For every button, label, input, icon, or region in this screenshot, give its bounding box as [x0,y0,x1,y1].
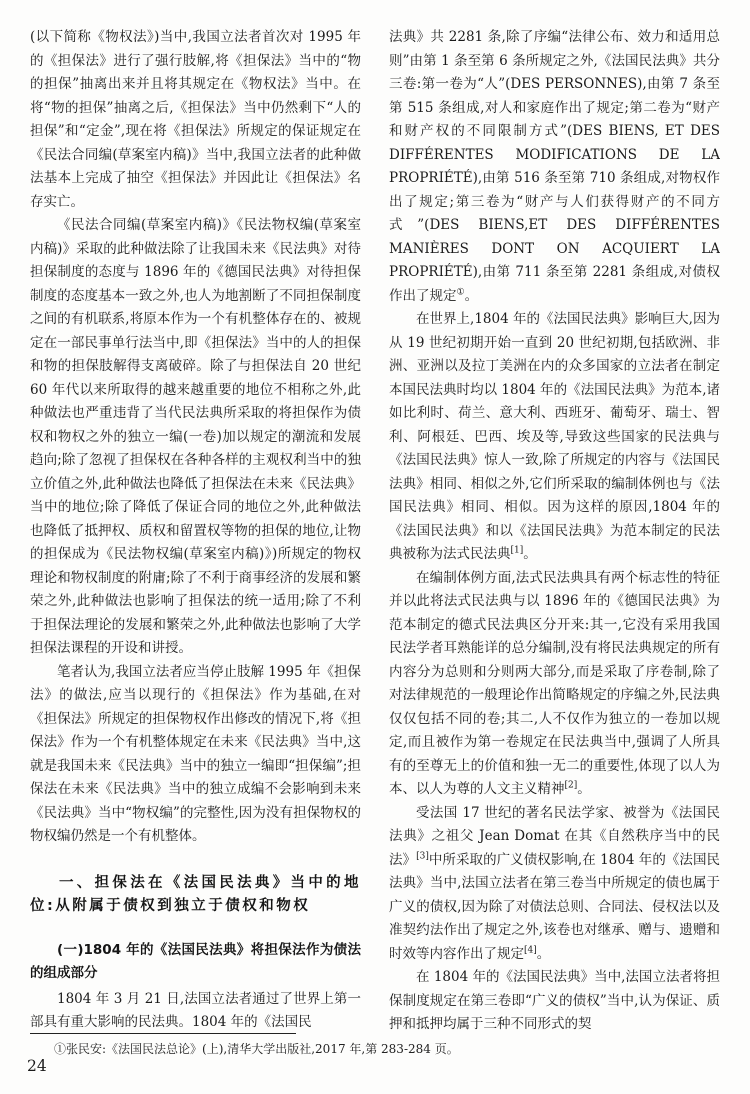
page-number: 24 [27,1057,47,1075]
right-column [389,26,720,1032]
text-columns [30,26,720,1032]
paragraph-8-text-a: 受法国 17 世纪的著名民法学家、被誉为《法国民法典》之祖父 Jean Domat 在其《自然秩序当中的民法》 [389,804,720,868]
footnote-area [30,1033,720,1057]
paragraph-1: (以下简称《物权法》)当中,我国立法者首次对 1995 年的《担保法》进行了强行肢解,将《担保法》当中的“物的担保”抽离出来并且将其规定在《物权法》当中。在将“物的担保”抽离之后,《担保法》当中仍然剩下“人的担保”和“定金”,现在将《担保法》所规定的保证规定在《民法合同编(草案室内稿)》当中,我国立法者的此种做法基本上完成了抽空《担保法》并因此让《担保法》名存实亡。 [30,29,361,210]
paragraph-6-text: 在世界上,1804 年的《法国民法典》影响巨大,因为从 19 世纪初期开始一直到 20 世纪初期,包括欧洲、非洲、亚洲以及拉丁美洲在内的众多国家的立法者在制定本国民法典时均以 1804 年的《法国民法典》为范本,诸如比利时、荷兰、意大利、西班牙、葡萄牙、瑞士、智利、阿根廷、巴西、埃及等,导致这些国家的民法典与《法国民法典》惊人一致,除了所规定的内容与《法国民法典》相同、相似之外,它们所采取的编制体例也与《法国民法典》相同、相似。因为这样的原因,1804 年的《法国民法典》和以《法国民法典》为范本制定的民法典被称为法式民法典 [389,311,720,562]
endnote-reference-4: [4] [524,945,537,955]
left-column [30,26,361,1032]
paragraph-2: 《民法合同编(草案室内稿)》《民法物权编(草案室内稿)》采取的此种做法除了让我国未来《民法典》对待担保制度的态度与 1896 年的《德国民法典》对待担保制度的态度基本一致之外,也人为地割断了不同担保制度之间的有机联系,将原本作为一个有机整体存在的、被规定在一部民事单行法当中,即《担保法》当中的人的担保和物的担保肢解得支离破碎。除了与担保法自 20 世纪 60 年代以来所取得的越来越重要的地位不相称之外,此种做法也严重违背了当代民法典所采取的将担保作为债权和物权之外的独立一编(一卷)加以规定的潮流和发展趋向;除了忽视了担保权在各种各样的主观权利当中的独立价值之外,此种做法也降低了担保法在未来《民法典》当中的地位;除了降低了保证合同的地位之外,此种做法也降低了抵押权、质权和留置权等物的担保的地位,让物的担保成为《民法物权编(草案室内稿)》)所规定的物权理论和物权制度的附庸;除了不利于商事经济的发展和繁荣之外,此种做法也影响了担保法的统一适用;除了不利于担保法理论的发展和繁荣之外,此种做法也影响了大学担保法课程的开设和讲授。 [30,217,361,656]
endnote-reference-2: [2] [564,780,578,791]
paragraph-6-tail: 。 [523,546,537,562]
subsection-heading: (一)1804 年的《法国民法典》将担保法作为债法的组成部分 [30,941,361,981]
paragraph-8-tail: 。 [536,945,551,962]
paragraph-6 [389,308,720,567]
paragraph-4: 1804 年 3 月 21 日,法国立法者通过了世界上第一部具有重大影响的民法典。1804 年的《法国民 [30,990,361,1030]
paragraph-9: 在 1804 年的《法国民法典》当中,法国立法者将担保制度规定在第三卷即“广义的债权”当中,认为保证、质押和抵押均属于三种不同形式的契 [389,969,720,1032]
endnote-reference-1: [1] [510,545,524,556]
footnote [30,1042,720,1057]
endnote-reference-3: [3] [416,851,429,861]
paragraph-8-text-b: 中所采取的广义债权影响,在 1804 年的《法国民法典》当中,法国立法者在第三卷当中所规定的债也属于广义的债权,因为除了对债法总则、合同法、侵权法以及准契约法作出了规定之外,该卷也对继承、赠与、遗赠和时效等内容作出了规定 [389,851,720,962]
footnote-divider [30,1033,296,1034]
footnote-text: 张民安:《法国民法总论》(上),清华大学出版社,2017 年,第 283-284 页。 [66,1042,459,1056]
paragraph-7-tail: 。 [577,781,591,797]
paragraph-5-tail: 。 [464,287,479,304]
paragraph-7 [389,567,720,802]
section-heading: 一、担保法在《法国民法典》当中的地位:从附属于债权到独立于债权和物权 [30,874,361,914]
paragraph-7-text: 在编制体例方面,法式民法典具有两个标志性的特征并以此将法式民法典与以 1896 年的《德国民法典》为范本制定的德式民法典区分开来:其一,它没有采用我国民法学者耳熟能详的总分编制,没有将民法典规定的所有内容分为总则和分则两大部分,而是采取了序卷制,除了对法律规范的一般理论作出简略规定的序编之外,民法典仅仅包括不同的卷;其二,人不仅作为独立的一卷加以规定,而且被作为第一卷规定在民法典当中,强调了人所具有的至尊无上的价值和独一无二的重要性,体现了以人为本、以人为尊的人文主义精神 [389,569,720,797]
paragraph-5-text: 法典》共 2281 条,除了序编“法律公布、效力和适用总则”由第 1 条至第 6 条所规定之外,《法国民法典》共分三卷:第一卷为“人”(DES PERSONNES),由第 7 条至第 515 条组成,对人和家庭作出了规定;第二卷为“财产和财产权的不同限制方式”(DES BIENS, ET DES DIFFÉRENTES MODIFICATIONS DE LA PROPRIÉTÉ),由第 516 条至第 710 条组成,对物权作出了规定;第三卷为“财产与人们获得财产的不同方式”(DES BIENS,ET DES DIFFÉRENTES MANIÈRES DONT ON ACQUIERT LA PROPRIÉTÉ),由第 711 条至第 2281 条组成,对债权作出了规定 [389,29,720,304]
footnote-reference-1: ① [456,287,465,297]
paragraph-3: 笔者认为,我国立法者应当停止肢解 1995 年《担保法》的做法,应当以现行的《担保法》作为基础,在对《担保法》所规定的担保物权作出修改的情况下,将《担保法》作为一个有机整体规定在未来《民法典》当中,这就是我国未来《民法典》当中的独立一编即“担保编”;担保法在未来《民法典》当中的独立成编不会影响到未来《民法典》当中“物权编”的完整性,因为没有担保物权的物权编仍然是一个有机整体。 [30,663,361,844]
paragraph-8 [389,802,720,967]
footnote-marker: ① [54,1042,67,1056]
paragraph-5 [389,26,720,308]
